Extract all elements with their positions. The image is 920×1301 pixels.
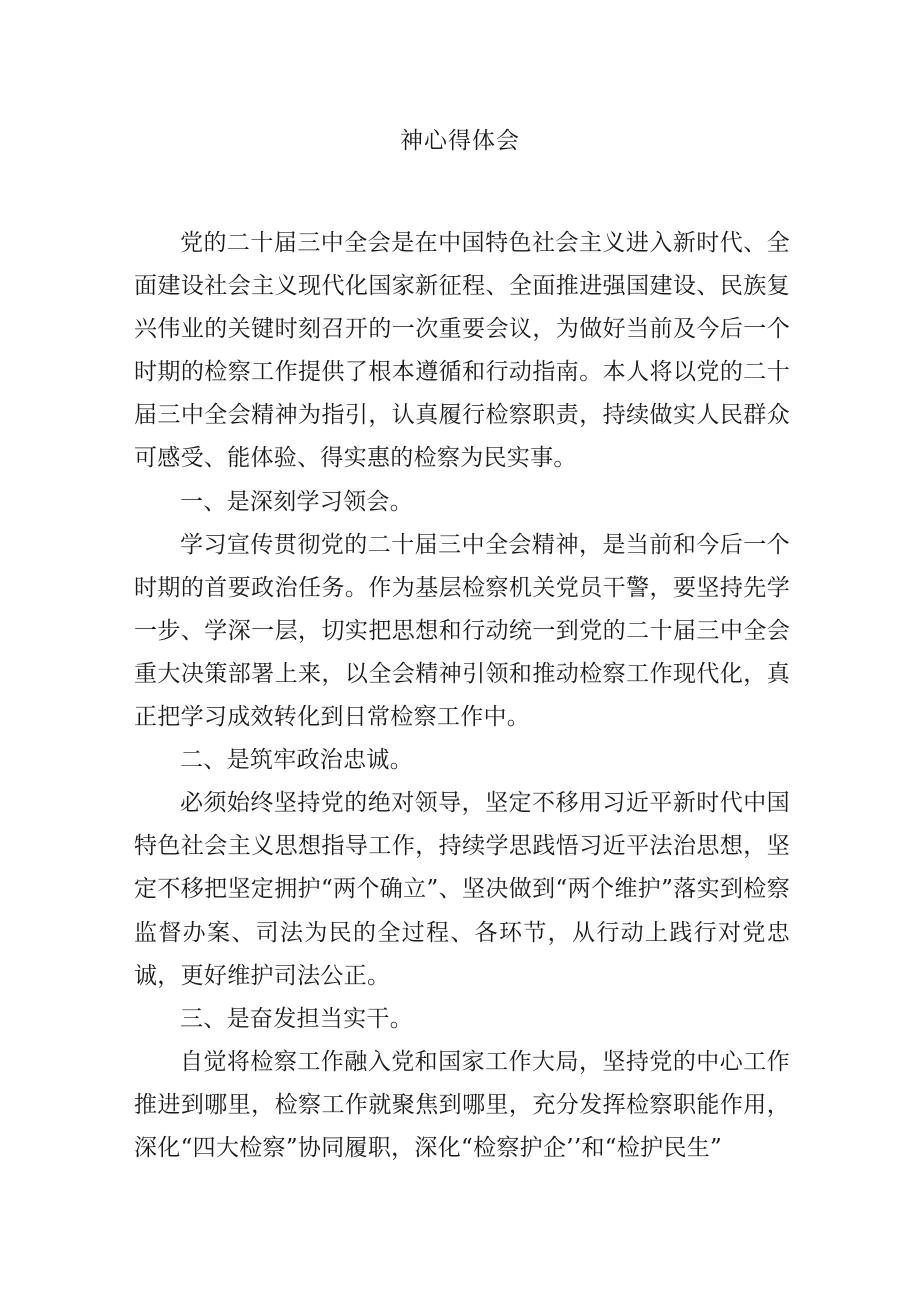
document-title: 神心得体会	[400, 128, 520, 154]
section-paragraph-2: 必须始终坚持党的绝对领导，坚定不移用习近平新时代中国特色社会主义思想指导工作，持续学思践悟习近平法治思想，坚定不移把坚定拥护“两个确立”、坚决做到“两个维护”落实到检察监督办案、司法为民的全过程、各环节，从行动上践行对党忠诚，更好维护司法公正。	[134, 790, 790, 989]
section-paragraph-3: 自觉将检察工作融入党和国家工作大局，坚持党的中心工作推进到哪里，检察工作就聚焦到哪里，充分发挥检察职能作用，深化“四大检察”协同履职，深化“检察护企’’和“检护民生”	[134, 1048, 790, 1161]
section-heading-1: 一、是深刻学习领会。	[180, 488, 413, 515]
section-heading-2: 二、是筑牢政治忠诚。	[180, 747, 413, 774]
section-paragraph-1: 学习宣传贯彻党的二十届三中全会精神，是当前和今后一个时期的首要政治任务。作为基层检察机关党员干警，要坚持先学一步、学深一层，切实把思想和行动统一到党的二十届三中全会重大决策部署上来，以全会精神引领和推动检察工作现代化，真正把学习成效转化到日常检察工作中。	[134, 531, 790, 731]
intro-paragraph: 党的二十届三中全会是在中国特色社会主义进入新时代、全面建设社会主义现代化国家新征程、全面推进强国建设、民族复兴伟业的关键时刻召开的一次重要会议，为做好当前及今后一个时期的检察工作提供了根本遵循和行动指南。本人将以党的二十届三中全会精神为指引，认真履行检察职责，持续做实人民群众可感受、能体验、得实惠的检察为民实事。	[134, 230, 790, 472]
document-body	[134, 222, 790, 1170]
section-heading-3: 三、是奋发担当实干。	[180, 1005, 413, 1032]
